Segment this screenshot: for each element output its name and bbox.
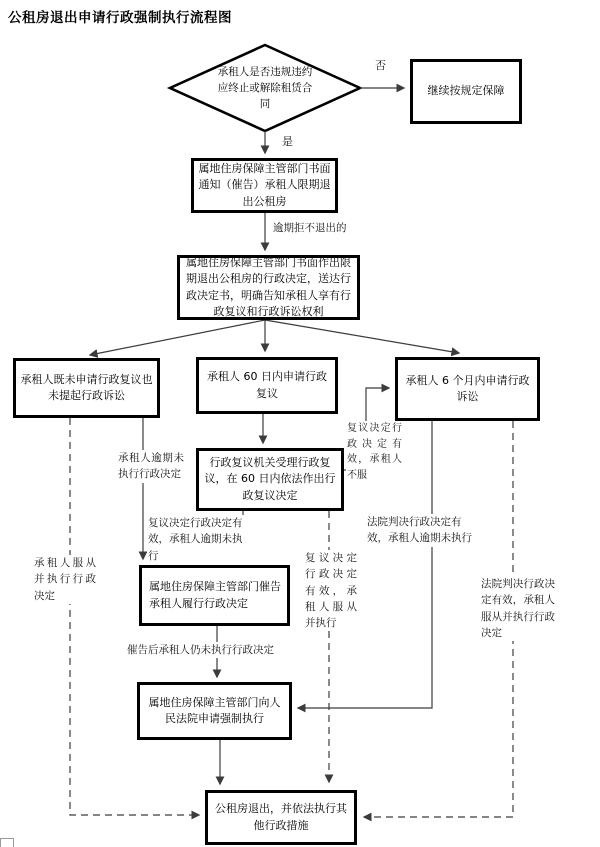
node-review-accept: 行政复议机关受理行政复议，在 60 日内依法作出行政复议决定 (196, 448, 344, 511)
label-overdue-refuse: 逾期拒不退出的 (272, 220, 348, 236)
node-admin-decision: 属地住房保障主管部门书面作出限期退出公租房的行政决定，送达行政决定书，明确告知承租人享有行政复议和行政诉讼权利 (177, 255, 360, 320)
edge-branch-right (265, 320, 459, 353)
label-review-valid-comply: 复议决定行政决定有效，承租人服从并执行 (304, 550, 358, 631)
label-no: 否 (374, 57, 387, 74)
page-edge-artifact (0, 838, 14, 847)
label-yes: 是 (281, 133, 294, 150)
node-final-exit: 公租房退出，并依法执行其他行政措施 (205, 790, 357, 845)
node-apply-review: 承租人 60 日内申请行政复议 (196, 357, 338, 414)
label-court-valid-comply: 法院判决行政决定有效，承租人服从并执行行政决定 (480, 576, 556, 641)
node-notify-exit: 属地住房保障主管部门书面通知（催告）承租人限期退出公租房 (191, 158, 338, 213)
node-enforce-court: 属地住房保障主管部门向人民法院申请强制执行 (137, 682, 292, 740)
page-title: 公租房退出申请行政强制执行流程图 (8, 10, 232, 26)
label-court-valid-overdue: 法院判决行政决定有效，承租人逾期未执行 (366, 514, 474, 547)
node-urge-fulfill: 属地住房保障主管部门催告承租人履行行政决定 (139, 565, 290, 626)
label-tenant-overdue: 承租人逾期未执行行政决定 (117, 450, 185, 483)
label-review-valid-refuse: 复议决定行政决定有效，承租人不服 (346, 421, 403, 483)
node-decision-violation: 承租人是否违规违约应终止或解除租赁合同 (217, 65, 313, 111)
label-tenant-comply: 承租人服从并执行行政决定 (33, 555, 97, 604)
node-apply-lawsuit: 承租人 6 个月内申请行政诉讼 (395, 357, 540, 421)
node-keep-guarantee: 继续按规定保障 (410, 59, 522, 124)
node-no-action: 承租人既未申请行政复议也未提起行政诉讼 (13, 358, 160, 418)
label-review-valid-overdue: 复议决定行政决定有效，承租人逾期未执行 (147, 515, 251, 564)
edge-branch-left (90, 320, 265, 355)
label-after-urge: 催告后承租人仍未执行行政决定 (126, 642, 275, 658)
